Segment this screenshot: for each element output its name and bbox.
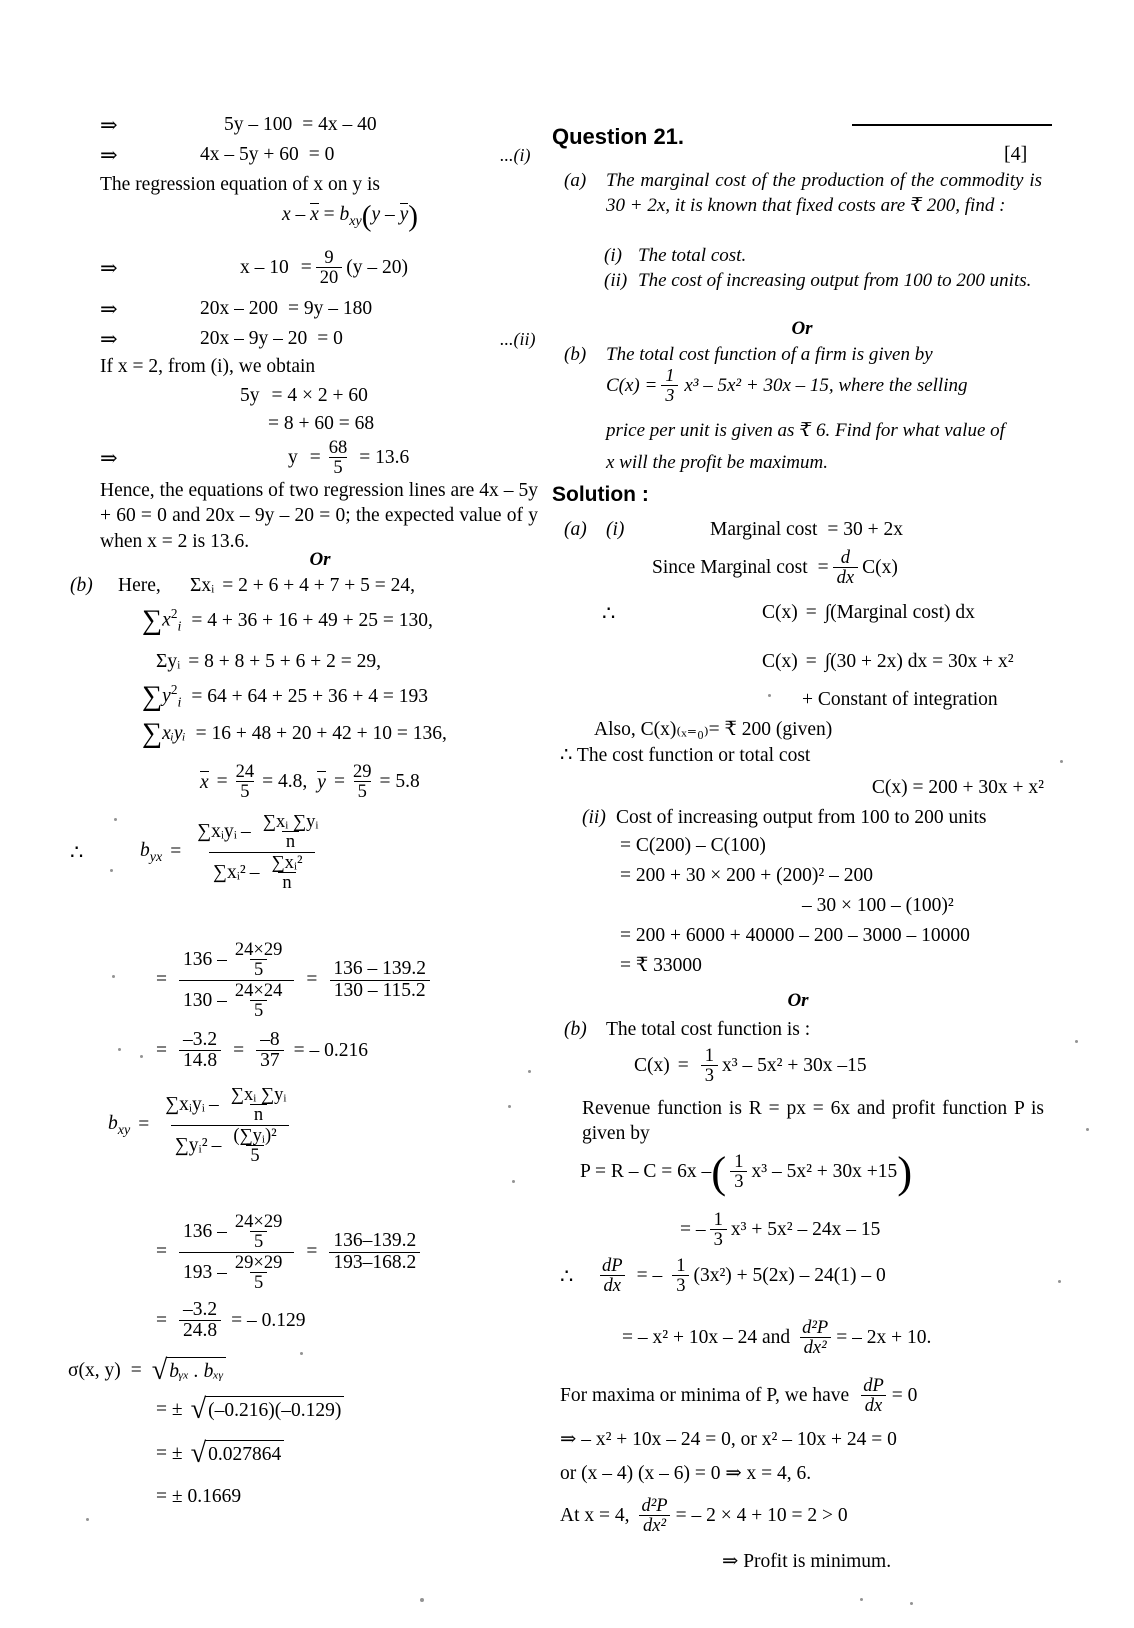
fraction-numerator: (∑yᵢ)² (233, 1124, 277, 1146)
part-b-text-3: x will the profit be maximum. (606, 452, 828, 473)
sigma-step2-row (156, 1396, 556, 1424)
regression-equation-form: $x - x = b_{xy}(y - y)$ (281, 200, 419, 233)
fraction-numerator: 24×29 (234, 939, 283, 960)
question-part-b (564, 342, 1042, 367)
fraction (316, 248, 343, 288)
solution-b-intro-row (564, 1018, 1034, 1042)
also-cx-row: Also, C(x)₍ₓ₌₀₎= ₹ 200 (given) (594, 719, 833, 740)
bxy-num-minus: – (209, 1093, 219, 1115)
cost-function-value: C(x) = 200 + 30x + x² (871, 777, 1044, 798)
since-marginal-cost-row (652, 548, 1052, 588)
fraction-denominator: 5 (329, 457, 346, 477)
item-ii-marker: (ii) (604, 270, 628, 291)
header-rule (852, 124, 1052, 126)
fraction-numerator: –3.2 (183, 1029, 218, 1050)
cost-function-line: ∴ The cost function or total cost (560, 745, 811, 766)
sum-xi-squared-row (142, 606, 542, 636)
at-x4-lead: At x = 4, (560, 1504, 630, 1526)
implies-arrow: ⇒ (100, 445, 118, 470)
cx-label-1: C(x) (762, 601, 798, 623)
sigma-step3-radicand: 0.027864 (205, 1440, 284, 1468)
byx-result-row (156, 1030, 556, 1072)
part-b-marker: (b) (564, 344, 587, 365)
fraction-numerator: 1 (713, 1209, 723, 1230)
cx-integral-row-2 (762, 650, 1062, 674)
cx-label-2: C(x) (762, 651, 798, 672)
profit-simplified-row (680, 1210, 1050, 1250)
eq8-equals: = (309, 446, 321, 468)
equation-row (100, 438, 540, 478)
therefore-symbol: ∴ (560, 1263, 574, 1288)
fraction-denominator: 3 (710, 1229, 727, 1249)
fraction (179, 1212, 294, 1293)
deriv-tail: (3x²) + 5(2x) – 24(1) – 0 (693, 1264, 886, 1286)
fraction (710, 1210, 727, 1250)
or-divider: Or (309, 549, 331, 570)
fraction (231, 981, 286, 1021)
final-conclusion: ⇒ Profit is minimum. (722, 1551, 892, 1572)
fraction-numerator: 136 – 139.2 (333, 958, 426, 980)
regression-intro-text: The regression equation of x on y is (100, 174, 380, 195)
equation-row (100, 384, 540, 408)
sum-xiyi-var: xᵢyᵢ (162, 723, 186, 744)
fraction (161, 1085, 298, 1166)
profit-lead: P = R – C = 6x – (580, 1160, 712, 1182)
bxy-result-equals: = (156, 1309, 167, 1331)
fraction-numerator: 68 (328, 437, 348, 458)
fraction (179, 1030, 221, 1072)
fraction (231, 1212, 286, 1252)
solution-heading: Solution : (552, 483, 649, 506)
fraction-numerator: 1 (704, 1045, 715, 1066)
byx-den-left: ∑xᵢ² (213, 861, 246, 883)
profit-simpl-equals: = – (680, 1218, 706, 1240)
fraction (325, 438, 352, 478)
fraction-numerator: 1 (734, 1151, 744, 1172)
bxy-num-left: ∑xᵢyᵢ (165, 1093, 205, 1115)
profit-tail: x³ – 5x² + 30x +15 (751, 1160, 898, 1182)
implies-arrow: ⇒ (100, 327, 118, 351)
y-mean-value: = 5.8 (379, 770, 420, 792)
sum-yi-lhs: Σyᵢ (156, 651, 181, 672)
bxy-symbol: b (108, 1112, 118, 1134)
conclusion-text: Hence, the equations of two regression lines are 4x – 5y + 60 = 0 and 20x – 9y – 20 = 0; the expected value of y when x = 2 is 13.6. (100, 480, 538, 552)
sigma-symbol: ∑ (142, 680, 163, 712)
eq8-lhs: y (288, 446, 298, 468)
fraction-numerator: dP (863, 1375, 884, 1396)
fraction-numerator: 29 (352, 761, 372, 782)
fraction (267, 853, 306, 893)
cx-equals-2: = (805, 651, 817, 672)
fraction-numerator: –3.2 (183, 1299, 218, 1320)
fraction-numerator: ∑xᵢ² (271, 851, 303, 873)
bxy-den-left: ∑yᵢ² (174, 1134, 208, 1156)
fraction-denominator (179, 1252, 294, 1293)
sol-a-ii-step: = 200 + 6000 + 40000 – 200 – 3000 – 10000 (620, 925, 970, 946)
eq4-lhs: 20x – 200 (200, 297, 278, 319)
fraction (259, 812, 323, 852)
fraction-numerator: 1 (665, 365, 675, 385)
fraction (798, 1318, 832, 1358)
fraction-numerator (179, 1212, 294, 1252)
fraction-denominator: dx² (639, 1515, 670, 1535)
implies-arrow: ⇒ (100, 113, 118, 137)
equation-row (100, 296, 540, 322)
sol-b-cost-function-row (634, 1046, 1044, 1086)
fraction (701, 1046, 718, 1086)
equation-row (100, 326, 540, 352)
eq2-tag: ...(i) (500, 144, 531, 165)
byx-calc-num-outer: 136 – (183, 948, 227, 970)
fraction-denominator: dx² (800, 1337, 831, 1357)
part-b-formula-lead: C(x) = (606, 374, 658, 396)
if-x-equals-2-text: If x = 2, from (i), we obtain (100, 356, 316, 377)
cx-equals-1: = (805, 601, 817, 623)
eq3-lhs: x – 10 (240, 256, 289, 278)
deriv-equals: = – (636, 1264, 663, 1286)
sol-a-ii-step: = 200 + 30 × 200 + (200)² – 200 (620, 865, 873, 886)
fraction-denominator: 130 – 115.2 (330, 980, 430, 1001)
fraction (598, 1256, 627, 1296)
fraction (227, 1085, 291, 1125)
deriv2-tail: = – 2x + 10. (836, 1326, 932, 1348)
fraction-denominator: dx (600, 1275, 625, 1295)
fraction (193, 812, 330, 893)
fraction-numerator: 136–139.2 (333, 1230, 417, 1252)
maxmin-tail: = 0 (891, 1384, 918, 1406)
bxy-result-value: = – 0.129 (231, 1309, 306, 1331)
bxy-result-row (156, 1300, 556, 1342)
fraction-denominator: dx (833, 567, 858, 587)
fraction-denominator: 14.8 (179, 1050, 221, 1071)
fraction (256, 1030, 284, 1072)
fraction-denominator: 24.8 (179, 1320, 221, 1341)
fraction-denominator: n (282, 831, 299, 851)
maxima-minima-row (560, 1376, 1044, 1416)
square-root (191, 1396, 345, 1424)
eq6-rhs: = 4 × 2 + 60 (271, 385, 368, 406)
means-row: x = $\frac{24}{5}$ = 4.8, y = $\frac{29}{5}$ = 5.8 (200, 761, 420, 803)
sum-yi2-sub: i (177, 694, 182, 711)
sigma-step4-row (156, 1485, 556, 1509)
solution-a-i-row (564, 518, 1044, 542)
fraction-numerator: dP (602, 1255, 623, 1276)
or-divider: Or (787, 990, 809, 1011)
eq3-tail: (y – 20) (346, 256, 409, 278)
sum-yi-row (156, 650, 556, 674)
bxy-calculation-row (156, 1212, 556, 1293)
fraction (661, 366, 678, 405)
byx-symbol: b (140, 839, 150, 861)
fraction-denominator: 5 (236, 781, 253, 801)
fraction-numerator (179, 940, 294, 980)
sum-xi2-var: x (162, 609, 171, 631)
fraction (179, 940, 294, 1021)
fraction-numerator: 24 (235, 761, 255, 782)
bxy-calc-equals: = (156, 1241, 167, 1263)
bxy-den-minus: – (211, 1134, 222, 1156)
or-divider: Or (791, 318, 813, 339)
sigma-step2-radicand: (–0.216)(–0.129) (205, 1396, 344, 1424)
bxy-formula-row (108, 1085, 548, 1166)
solution-a-ii-heading (582, 806, 1052, 830)
sigma-step3-equals: = ± (156, 1442, 183, 1464)
part-b-formula-row (606, 366, 1056, 405)
part-a-marker: (a) (564, 170, 587, 191)
implies-arrow: ⇒ (100, 297, 118, 321)
solve-equation-2: or (x – 4) (x – 6) = 0 ⇒ x = 4, 6. (560, 1463, 812, 1484)
fraction-denominator: 20 (316, 267, 343, 287)
sol-b-cx-label: C(x) (634, 1054, 670, 1076)
part-b-row (70, 574, 540, 598)
eq2-lhs: 4x – 5y + 60 (200, 143, 299, 165)
sigma-formula-row (68, 1357, 538, 1385)
sol-b-intro: The total cost function is : (606, 1019, 811, 1040)
marginal-cost-label: Marginal cost (710, 519, 818, 540)
fraction-denominator: 3 (661, 385, 678, 405)
bxy-calc-num-outer: 136 – (183, 1220, 227, 1242)
fraction-numerator: 29×29 (234, 1251, 283, 1273)
sum-yi2-rhs: = 64 + 64 + 25 + 36 + 4 = 193 (191, 685, 428, 707)
fraction (730, 1152, 747, 1192)
right-paren: ) (897, 1146, 913, 1197)
sum-xi2-sub: i (177, 618, 182, 635)
fraction-numerator: 1 (676, 1255, 686, 1276)
y-bar-symbol: y (317, 771, 326, 793)
cx-integral-2: ∫(30 + 2x) dx = 30x + x² (824, 651, 1014, 672)
maxmin-text: For maxima or minima of P, we have (560, 1384, 850, 1406)
sum-xiyi-rhs: = 16 + 48 + 20 + 42 + 10 = 136, (195, 723, 447, 744)
right-column (552, 0, 1052, 1628)
part-b-text-1: The total cost function of a firm is given by (606, 344, 933, 365)
item-i-marker: (i) (604, 245, 622, 266)
part-b-text-2: price per unit is given as ₹ 6. Find for what value of (606, 420, 1005, 441)
fraction-denominator: n (250, 1104, 267, 1124)
byx-calc-den-outer: 130 – (183, 989, 227, 1011)
sigma-symbol: ∑ (142, 717, 163, 749)
eq5-tag: ...(ii) (500, 328, 536, 349)
sigma-symbol: ∑ (142, 604, 163, 636)
sol-a-ii-step: = ₹ 33000 (620, 955, 702, 976)
sum-xi-lhs: Σxᵢ (190, 575, 215, 596)
eq5-lhs: 20x – 9y – 20 (200, 327, 308, 349)
sum-yi2-sup: 2 (170, 682, 178, 697)
eq1-rhs: = 4x – 40 (302, 113, 377, 135)
eq2-rhs: = 0 (308, 143, 335, 165)
sum-yi2-var: y (162, 685, 171, 707)
cx-integral-row-1 (602, 600, 1052, 626)
fraction-numerator (193, 812, 330, 852)
part-b-marker: (b) (70, 575, 93, 596)
x-bar-symbol: x (200, 771, 209, 793)
since-tail: C(x) (862, 556, 898, 578)
solve-equation-1: ⇒ – x² + 10x – 24 = 0, or x² – 10x + 24 = 0 (560, 1429, 897, 1450)
therefore-symbol: ∴ (602, 601, 616, 625)
sol-a-sub-marker: (i) (606, 519, 625, 540)
eq1-lhs: 5y – 100 (224, 113, 293, 135)
fraction-denominator: 5 (246, 1145, 263, 1165)
fraction-numerator: 24×29 (234, 1211, 283, 1232)
fraction (232, 762, 259, 802)
eq3-equals: = (300, 256, 312, 278)
fraction-denominator: 3 (672, 1275, 689, 1295)
question-part-a-item-i (604, 243, 1044, 268)
eq7-rhs: = 8 + 60 = 68 (268, 413, 375, 434)
at-x4-tail: = – 2 × 4 + 10 = 2 > 0 (675, 1504, 848, 1526)
marks-badge: [4] (1004, 143, 1028, 165)
fraction-denominator: 37 (256, 1050, 284, 1071)
equation-row (100, 142, 540, 168)
profit-simpl-tail: x³ + 5x² – 24x – 15 (730, 1218, 881, 1240)
therefore-symbol: ∴ (70, 840, 84, 865)
byx-calc-equals: = (156, 969, 167, 991)
fraction (638, 1496, 672, 1536)
fraction (179, 1300, 221, 1342)
fraction (231, 940, 286, 980)
fraction-denominator: dx (861, 1395, 886, 1415)
byx-calculation-row (156, 940, 556, 1021)
at-x4-row (560, 1496, 1044, 1536)
fraction (231, 1253, 286, 1293)
fraction-denominator: 3 (730, 1171, 747, 1191)
part-b-formula-tail: x³ – 5x² + 30x – 15, where the selling (684, 374, 968, 396)
sol-a-ii-marker: (ii) (582, 807, 606, 828)
sigma-step3-row (156, 1440, 556, 1468)
fraction-denominator: 5 (354, 781, 371, 801)
byx-formula-row (70, 812, 540, 893)
sigma-radicand: bᵧₓ . bₓᵧ (169, 1361, 224, 1382)
fraction-numerator: ∑xᵢ ∑yᵢ (230, 1084, 287, 1105)
fraction-numerator (161, 1085, 298, 1125)
equation-row (100, 412, 540, 436)
byx-equals: = (170, 841, 182, 863)
fraction-denominator (209, 852, 314, 893)
sum-xi2-rhs: = 4 + 36 + 16 + 49 + 25 = 130, (191, 609, 433, 631)
radical-sign: √ (190, 1438, 207, 1469)
bxy-equals: = (138, 1114, 150, 1136)
sol-b-cx-equals: = (677, 1054, 689, 1076)
eq5-rhs: = 0 (317, 327, 343, 349)
profit-function-row (580, 1146, 1044, 1197)
bxy-calc-den-outer: 193 – (183, 1261, 227, 1283)
fraction (833, 548, 858, 588)
eq4-rhs: = 9y – 180 (288, 297, 373, 319)
implies-arrow: ⇒ (100, 143, 118, 167)
sol-b-marker: (b) (564, 1019, 587, 1040)
eq8-tail: = 13.6 (359, 446, 410, 468)
fraction-denominator: 5 (250, 1000, 267, 1020)
fraction-denominator (171, 1125, 289, 1166)
sum-xiyi-row (142, 717, 542, 749)
sigma-label: σ(x, y) (68, 1359, 121, 1381)
radical-sign: √ (190, 1394, 207, 1425)
fraction-numerator: –8 (260, 1029, 280, 1050)
sum-yi-rhs: = 8 + 8 + 5 + 6 + 2 = 29, (188, 651, 382, 672)
cx-integral-1: ∫(Marginal cost) dx (824, 601, 975, 623)
fraction-numerator: 9 (324, 247, 334, 268)
byx-num-left: ∑xᵢyᵢ (197, 820, 237, 842)
fraction (859, 1376, 888, 1416)
fraction (229, 1126, 280, 1166)
fraction-numerator: d²P (641, 1495, 668, 1516)
radical-sign: √ (151, 1355, 168, 1386)
byx-den-minus: – (249, 861, 260, 883)
deriv2-lead: = – x² + 10x – 24 and (622, 1326, 791, 1348)
derivative-row (560, 1256, 1044, 1296)
left-paren: ( (711, 1146, 727, 1197)
equation-row (100, 112, 540, 138)
marginal-cost-value: = 30 + 2x (827, 519, 904, 540)
fraction-numerator: 24×24 (234, 979, 283, 1001)
constant-of-integration-row: + Constant of integration (802, 689, 998, 710)
fraction-numerator: ∑xᵢ ∑yᵢ (262, 811, 319, 832)
byx-num-minus: – (241, 820, 251, 842)
question-part-a (564, 168, 1042, 218)
sum-xi2-sup: 2 (170, 606, 178, 621)
question-part-a-item-ii (604, 268, 1044, 293)
fraction (349, 762, 376, 802)
sigma-equals: = (130, 1359, 142, 1381)
fraction-denominator: 5 (250, 959, 267, 979)
square-root (191, 1440, 285, 1468)
fraction-denominator: 5 (250, 1272, 267, 1292)
fraction-numerator: d (840, 547, 850, 568)
byx-result-value: = – 0.216 (293, 1039, 368, 1061)
bxy-subscript: xy (117, 1121, 131, 1138)
fraction-denominator: 193–168.2 (329, 1252, 420, 1273)
fraction-denominator: 3 (701, 1065, 718, 1085)
sigma-step2-equals: = ± (156, 1398, 183, 1420)
sol-a-marker: (a) (564, 519, 587, 540)
left-column (68, 0, 540, 1628)
item-i-text: The total cost. (638, 245, 747, 266)
fraction (329, 1231, 420, 1273)
revenue-function-text: Revenue function is R = px = 6x and profit function P is given by (582, 1098, 1044, 1145)
fraction (329, 959, 430, 1001)
bxy-calc-equals-2: = (306, 1241, 318, 1263)
x-mean-value: = 4.8, (262, 770, 308, 792)
since-label: Since Marginal cost (652, 556, 808, 578)
byx-result-equals-2: = (233, 1039, 245, 1061)
here-label: Here, (118, 575, 161, 596)
sol-a-ii-step: = C(200) – C(100) (620, 835, 766, 856)
part-a-text: The marginal cost of the production of the commodity is 30 + 2x, it is known that fixed costs are ₹ 200, find : (606, 170, 1042, 217)
implies-arrow: ⇒ (100, 255, 118, 280)
fraction (672, 1256, 689, 1296)
since-equals: = (817, 556, 829, 578)
byx-result-equals: = (156, 1039, 167, 1061)
sol-a-ii-step: – 30 × 100 – (100)² (802, 895, 954, 916)
sigma-final-value: = ± 0.1669 (156, 1486, 242, 1507)
fraction-denominator: n (278, 872, 295, 892)
sol-a-ii-heading-text: Cost of increasing output from 100 to 200 units (616, 807, 987, 828)
fraction-numerator: d²P (802, 1317, 829, 1338)
sum-xi-rhs: = 2 + 6 + 4 + 7 + 5 = 24, (222, 575, 416, 596)
item-ii-text: The cost of increasing output from 100 to 200 units. (638, 270, 1032, 291)
second-derivative-row (622, 1318, 1052, 1358)
sum-yi-squared-row (142, 682, 542, 712)
byx-subscript: yx (149, 848, 163, 865)
equation-row (100, 248, 540, 288)
eq6-lhs: 5y (240, 385, 260, 406)
byx-calc-equals-2: = (306, 969, 318, 991)
fraction-denominator: 5 (250, 1231, 267, 1251)
question-heading: Question 21. (552, 124, 685, 149)
fraction-denominator (179, 980, 294, 1021)
square-root (152, 1357, 227, 1385)
sol-b-cx-tail: x³ – 5x² + 30x –15 (722, 1054, 867, 1076)
